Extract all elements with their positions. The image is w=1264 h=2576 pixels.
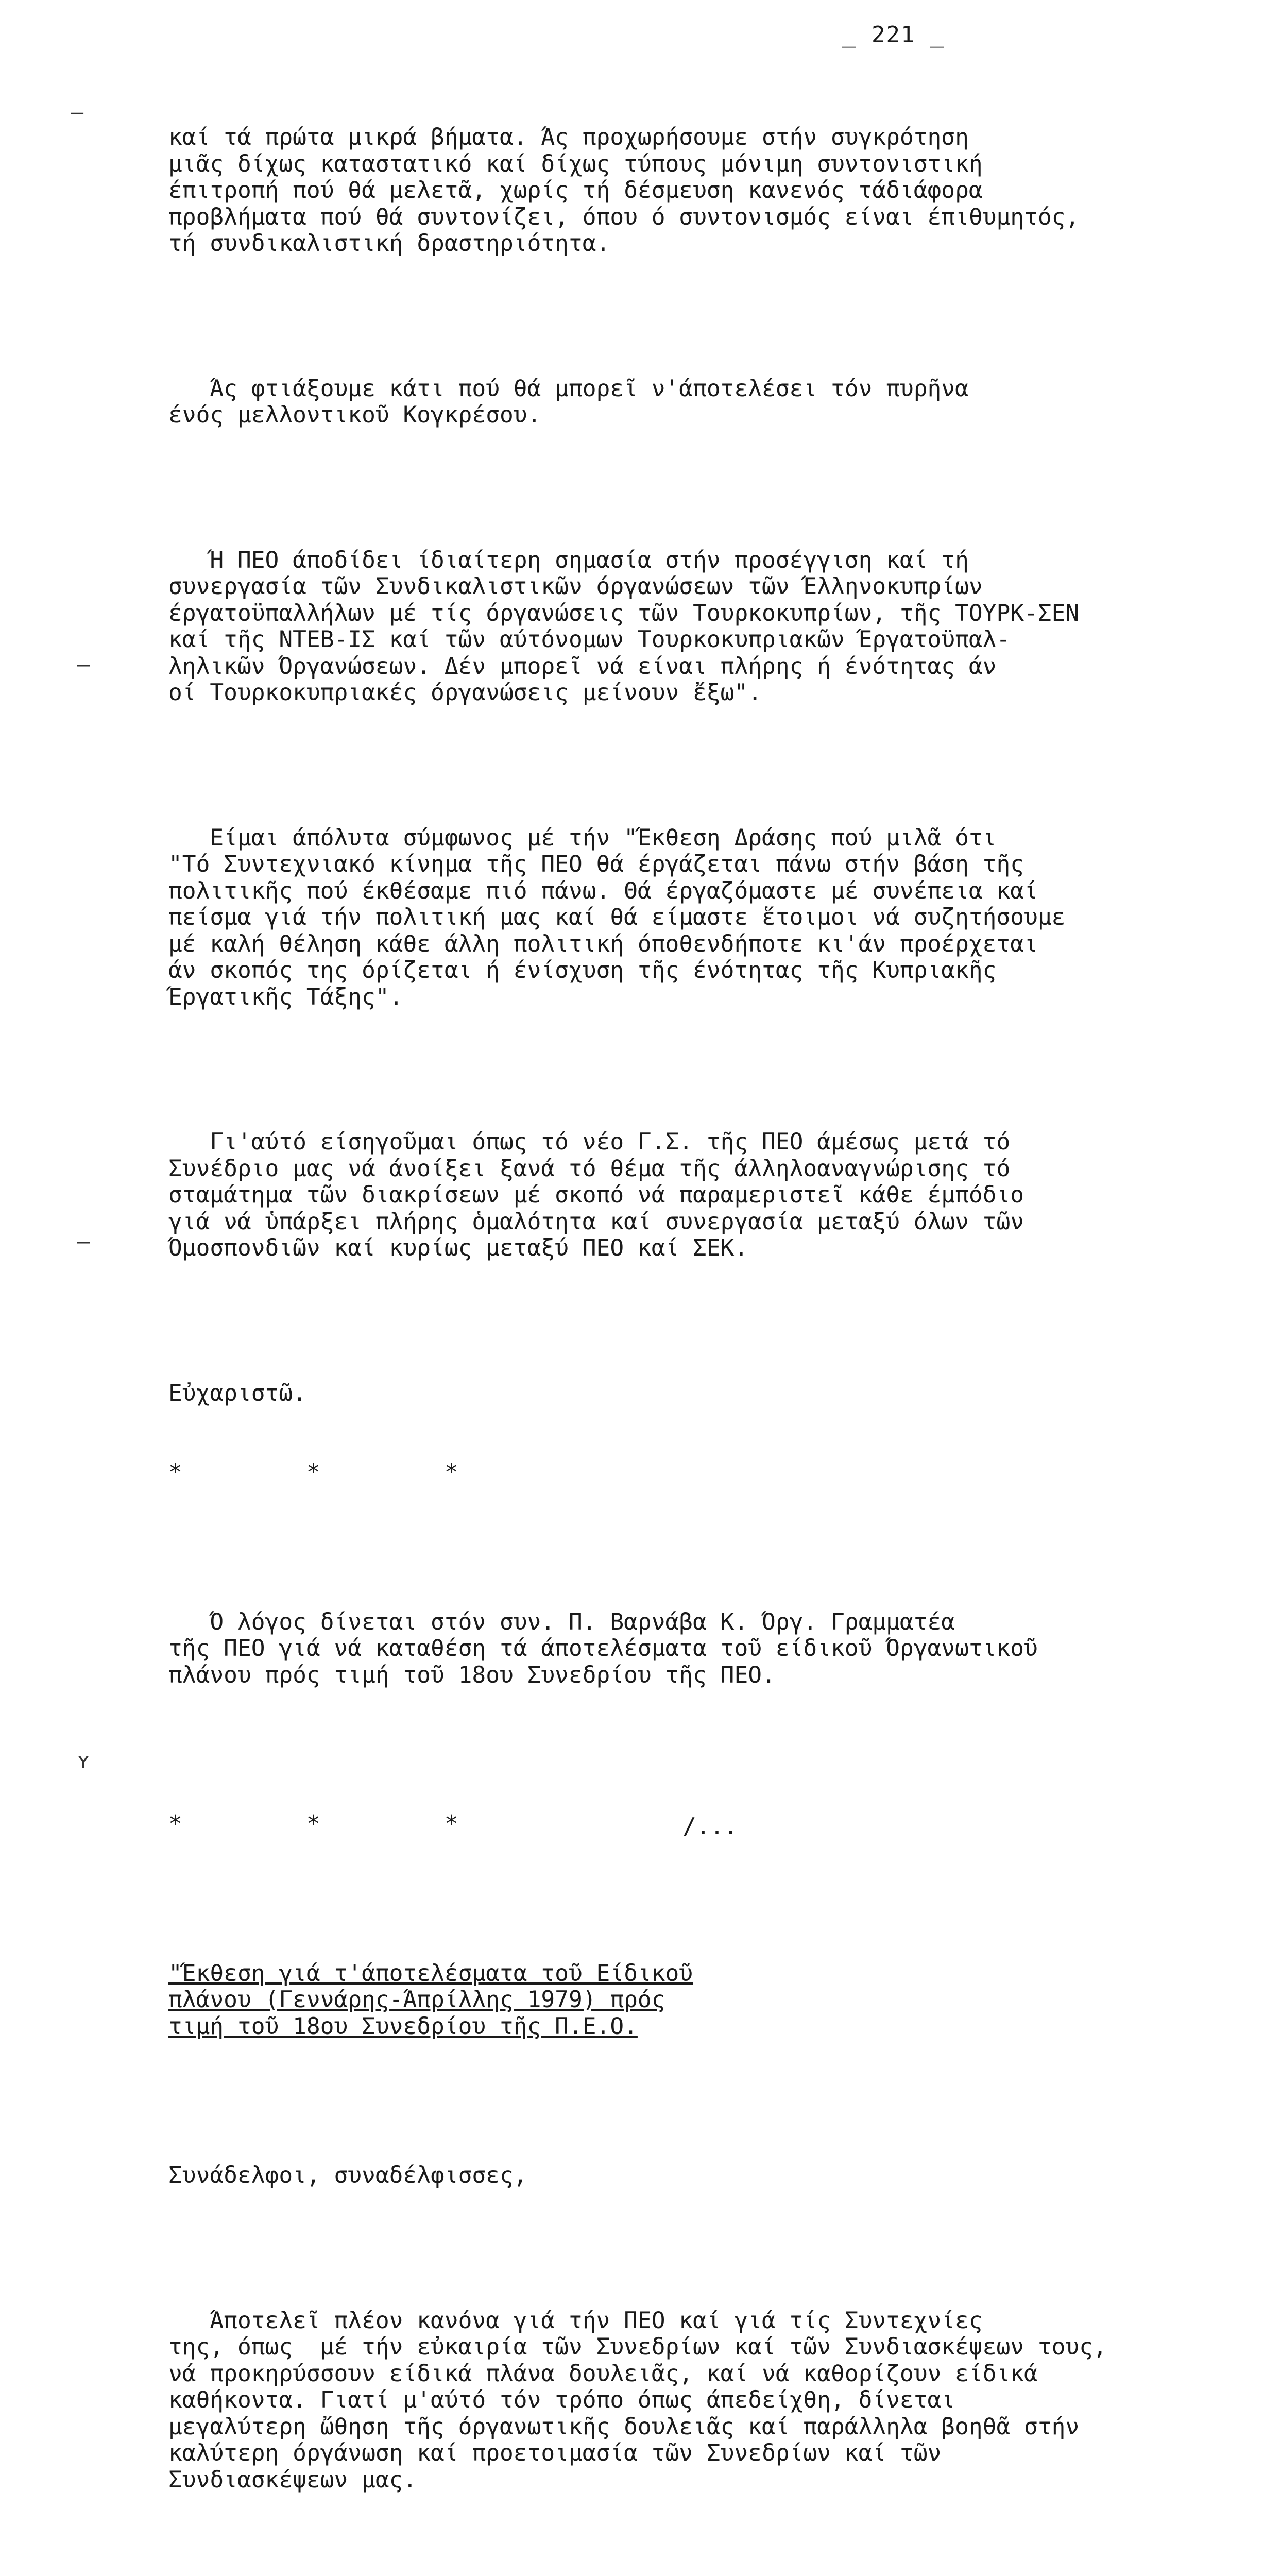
paragraph: καί τά πρώτα μικρά βήματα. Άς προχωρήσουμε στήν συγκρότηση μιᾶς δίχως καταστατικό καί δίχως τύπους μόνιμη συντονιστική έπιτροπή πού θά μελετᾶ, χωρίς τή δέσμευση κανενός τάδιάφορα προβλήματα πού θά συντονίζει, όπου ό συντονισμός είναι έπιθυμητός, τή συνδικαλιστική δραστηριότητα.	[168, 124, 1080, 257]
page-number: _ 221 _	[842, 22, 945, 48]
announcement: Ό λόγος δίνεται στόν συν. Π. Βαρνάβα Κ. Όργ. Γραμματέα τῆς ΠΕΟ γιά νά καταθέση τά άποτελέσματα τοῦ είδικοῦ Όργανωτικοῦ πλάνου πρός τιμή τοῦ 18ου Συνεδρίου τῆς ΠΕΟ.	[168, 1608, 1038, 1688]
margin-mark: –	[77, 653, 90, 676]
report-paragraph: Άποτελεῖ πλέον κανόνα γιά τήν ΠΕΟ καί γιά τίς Συντεχνίες της, όπως μέ τήν εὐκαιρία τῶν Συνεδρίων καί τῶν Συνδιασκέψεων τους, νά προκηρύσσουν είδικά πλάνα δουλειᾶς, καί νά καθορίζουν είδικά καθήκοντα. Γιατί μ'αύτό τόν τρόπο όπως άπεδείχθη, δίνεται μεγαλύτερη ὤθηση τῆς όργανωτικῆς δουλειᾶς καί παράλληλα βοηθᾶ στήν καλύτερη όργάνωση καί προετοιμασία τῶν Συνεδρίων καί τῶν Συνδιασκέψεων μας.	[168, 2307, 1107, 2493]
closing-thanks: Εὐχαριστῶ.	[168, 1380, 306, 1406]
paragraph: Άς φτιάξουμε κάτι πού θά μπορεῖ ν'άποτελέσει τόν πυρῆνα ένός μελλοντικοῦ Κογκρέσου.	[168, 375, 969, 428]
report-title: "Έκθεση γιά τ'άποτελέσματα τοῦ Είδικοῦ πλάνου (Γεννάρης-Άπρίλλης 1979) πρός τιμή τοῦ 18ου Συνεδρίου τῆς Π.Ε.Ο.	[168, 1960, 693, 2040]
separator-stars: * * *	[168, 1811, 458, 1837]
paragraph: Είμαι άπόλυτα σύμφωνος μέ τήν "Έκθεση Δράσης πού μιλᾶ ότι "Τό Συντεχνιακό κίνημα τῆς ΠΕΟ θά έργάζεται πάνω στήν βάση τῆς πολιτικῆς πού έκθέσαμε πιό πάνω. Θά έργαζόμαστε μέ συνέπεια καί πείσμα γιά τήν πολιτική μας καί θά είμαστε ἕτοιμοι νά συζητήσουμε μέ καλή θέληση κάθε άλλη πολιτική όποθενδήποτε κι'άν προέρχεται άν σκοπός της όρίζεται ή ένίσχυση τῆς ένότητας τῆς Κυπριακῆς Έργατικῆς Τάξης".	[168, 824, 1066, 1010]
document-body	[168, 71, 1229, 2576]
margin-mark: –	[71, 100, 84, 124]
salutation: Συνάδελφοι, συναδέλφισσες,	[168, 2162, 527, 2189]
paragraph: Ή ΠΕΟ άποδίδει ίδιαίτερη σημασία στήν προσέγγιση καί τή συνεργασία τῶν Συνδικαλιστικῶν όργανώσεων τῶν Έλληνοκυπρίων έργατοϋπαλλήλων μέ τίς όργανώσεις τῶν Τουρκοκυπρίων, τῆς ΤΟΥΡΚ-ΣΕΝ καί τῆς ΝΤΕΒ-ΙΣ καί τῶν αύτόνομων Τουρκοκυπριακῶν Έργατοϋπαλ- ληλικῶν Όργανώσεων. Δέν μπορεῖ νά είναι πλήρης ή ένότητας άν οί Τουρκοκυπριακές όργανώσεις μείνουν ἔξω".	[168, 547, 1080, 706]
continuation-mark: /...	[682, 1814, 738, 1840]
paragraph: Γι'αύτό είσηγοῦμαι όπως τό νέο Γ.Σ. τῆς ΠΕΟ άμέσως μετά τό Συνέδριο μας νά άνοίξει ξανά τό θέμα τῆς άλληλοαναγνώρισης τό σταμάτημα τῶν διακρίσεων μέ σκοπό νά παραμεριστεῖ κάθε έμπόδιο γιά νά ὑπάρξει πλήρης ὁμαλότητα καί συνεργασία μεταξύ όλων τῶν Όμοσπονδιῶν καί κυρίως μεταξύ ΠΕΟ καί ΣΕΚ.	[168, 1129, 1024, 1261]
margin-mark: –	[77, 1230, 90, 1253]
separator-stars: * * *	[168, 1460, 458, 1486]
margin-mark: ʏ	[77, 1749, 90, 1773]
